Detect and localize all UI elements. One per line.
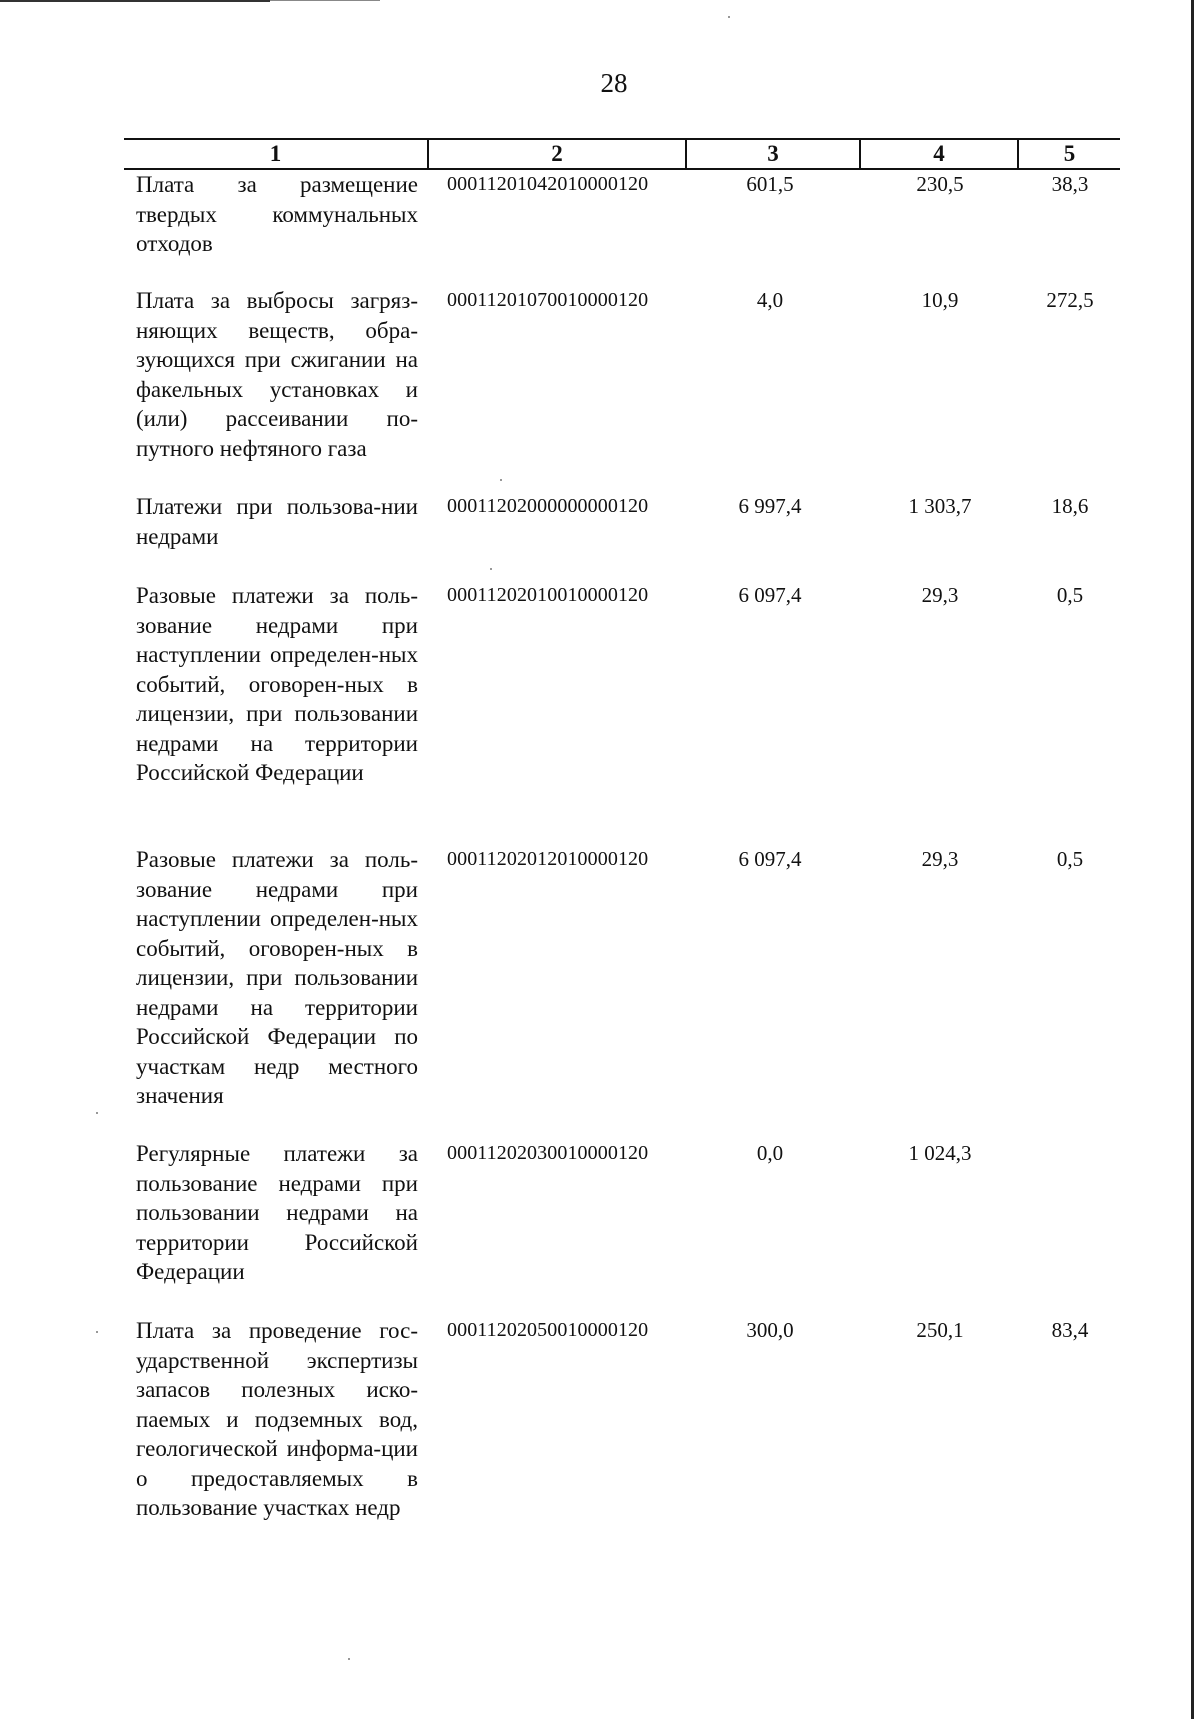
row-code: 00011202010010000120 xyxy=(447,584,649,606)
row-value-col5: 0,5 xyxy=(1056,583,1084,607)
row-name: Разовые платежи за поль-зование недрами при наступлении определен-ных событий, оговорен-ных в лицензии, при пользовании недрами на территории Российской Федерации xyxy=(136,583,418,785)
row-value-col5: 38,3 xyxy=(1051,172,1089,196)
scan-artifact-edge xyxy=(1191,0,1194,1719)
row-code: 00011202012010000120 xyxy=(447,848,649,870)
row-code: 00011201042010000120 xyxy=(447,173,649,195)
column-header-3: 3 xyxy=(767,141,779,166)
row-name: Плата за размещение твердых коммунальных отходов xyxy=(136,172,418,256)
row-value-col3: 0,0 xyxy=(756,1141,784,1165)
row-value-col3: 6 097,4 xyxy=(738,583,802,607)
row-name: Плата за проведение гос-ударственной экспертизы запасов полезных иско-паемых и подземных вод, геологической информа-ции о предоставляемых в пользование участках недр xyxy=(136,1318,418,1520)
row-code: 00011202050010000120 xyxy=(447,1319,649,1341)
scan-artifact-dot xyxy=(96,1331,98,1333)
scan-artifact-dot xyxy=(500,479,502,481)
row-name: Разовые платежи за поль-зование недрами при наступлении определен-ных событий, оговорен-ных в лицензии, при пользовании недрами на территории Российской Федерации по участкам недр местного значения xyxy=(136,847,418,1108)
row-value-col5: 272,5 xyxy=(1046,288,1094,312)
row-value-col4: 29,3 xyxy=(921,847,959,871)
page-number: 28 xyxy=(600,68,628,98)
row-value-col4: 230,5 xyxy=(916,172,964,196)
scan-artifact-line xyxy=(270,0,380,1)
row-value-col4: 250,1 xyxy=(916,1318,964,1342)
row-value-col4: 10,9 xyxy=(921,288,959,312)
column-header-2: 2 xyxy=(551,141,563,166)
row-value-col4: 29,3 xyxy=(921,583,959,607)
scan-artifact-dot xyxy=(490,568,492,570)
row-value-col5: 18,6 xyxy=(1051,494,1089,518)
scan-artifact-dot xyxy=(728,16,730,18)
column-header-1: 1 xyxy=(269,141,282,166)
column-header-4: 4 xyxy=(933,141,945,166)
row-name: Платежи при пользова-нии недрами xyxy=(136,494,418,549)
column-header-5: 5 xyxy=(1063,141,1076,166)
row-value-col5: 0,5 xyxy=(1056,847,1084,871)
row-code: 00011201070010000120 xyxy=(447,289,649,311)
row-value-col5: 83,4 xyxy=(1051,1318,1089,1342)
row-name: Регулярные платежи за пользование недрами при пользовании недрами на территории Российской Федерации xyxy=(136,1141,418,1284)
row-code: 00011202000000000120 xyxy=(447,495,649,517)
row-value-col4: 1 303,7 xyxy=(908,494,972,518)
row-value-col3: 6 097,4 xyxy=(738,847,802,871)
scan-artifact-dot xyxy=(96,1112,98,1114)
row-code: 00011202030010000120 xyxy=(447,1142,649,1164)
row-value-col3: 6 997,4 xyxy=(738,494,802,518)
row-value-col3: 4,0 xyxy=(756,288,784,312)
row-value-col3: 300,0 xyxy=(746,1318,794,1342)
row-value-col3: 601,5 xyxy=(746,172,794,196)
scan-artifact-dot xyxy=(348,1658,350,1660)
scan-artifact-line xyxy=(0,0,270,2)
row-value-col4: 1 024,3 xyxy=(908,1141,972,1165)
row-name: Плата за выбросы загряз-няющих веществ, обра-зующихся при сжигании на факельных установках и (или) рассеивании по-путного нефтяного газа xyxy=(136,288,418,461)
